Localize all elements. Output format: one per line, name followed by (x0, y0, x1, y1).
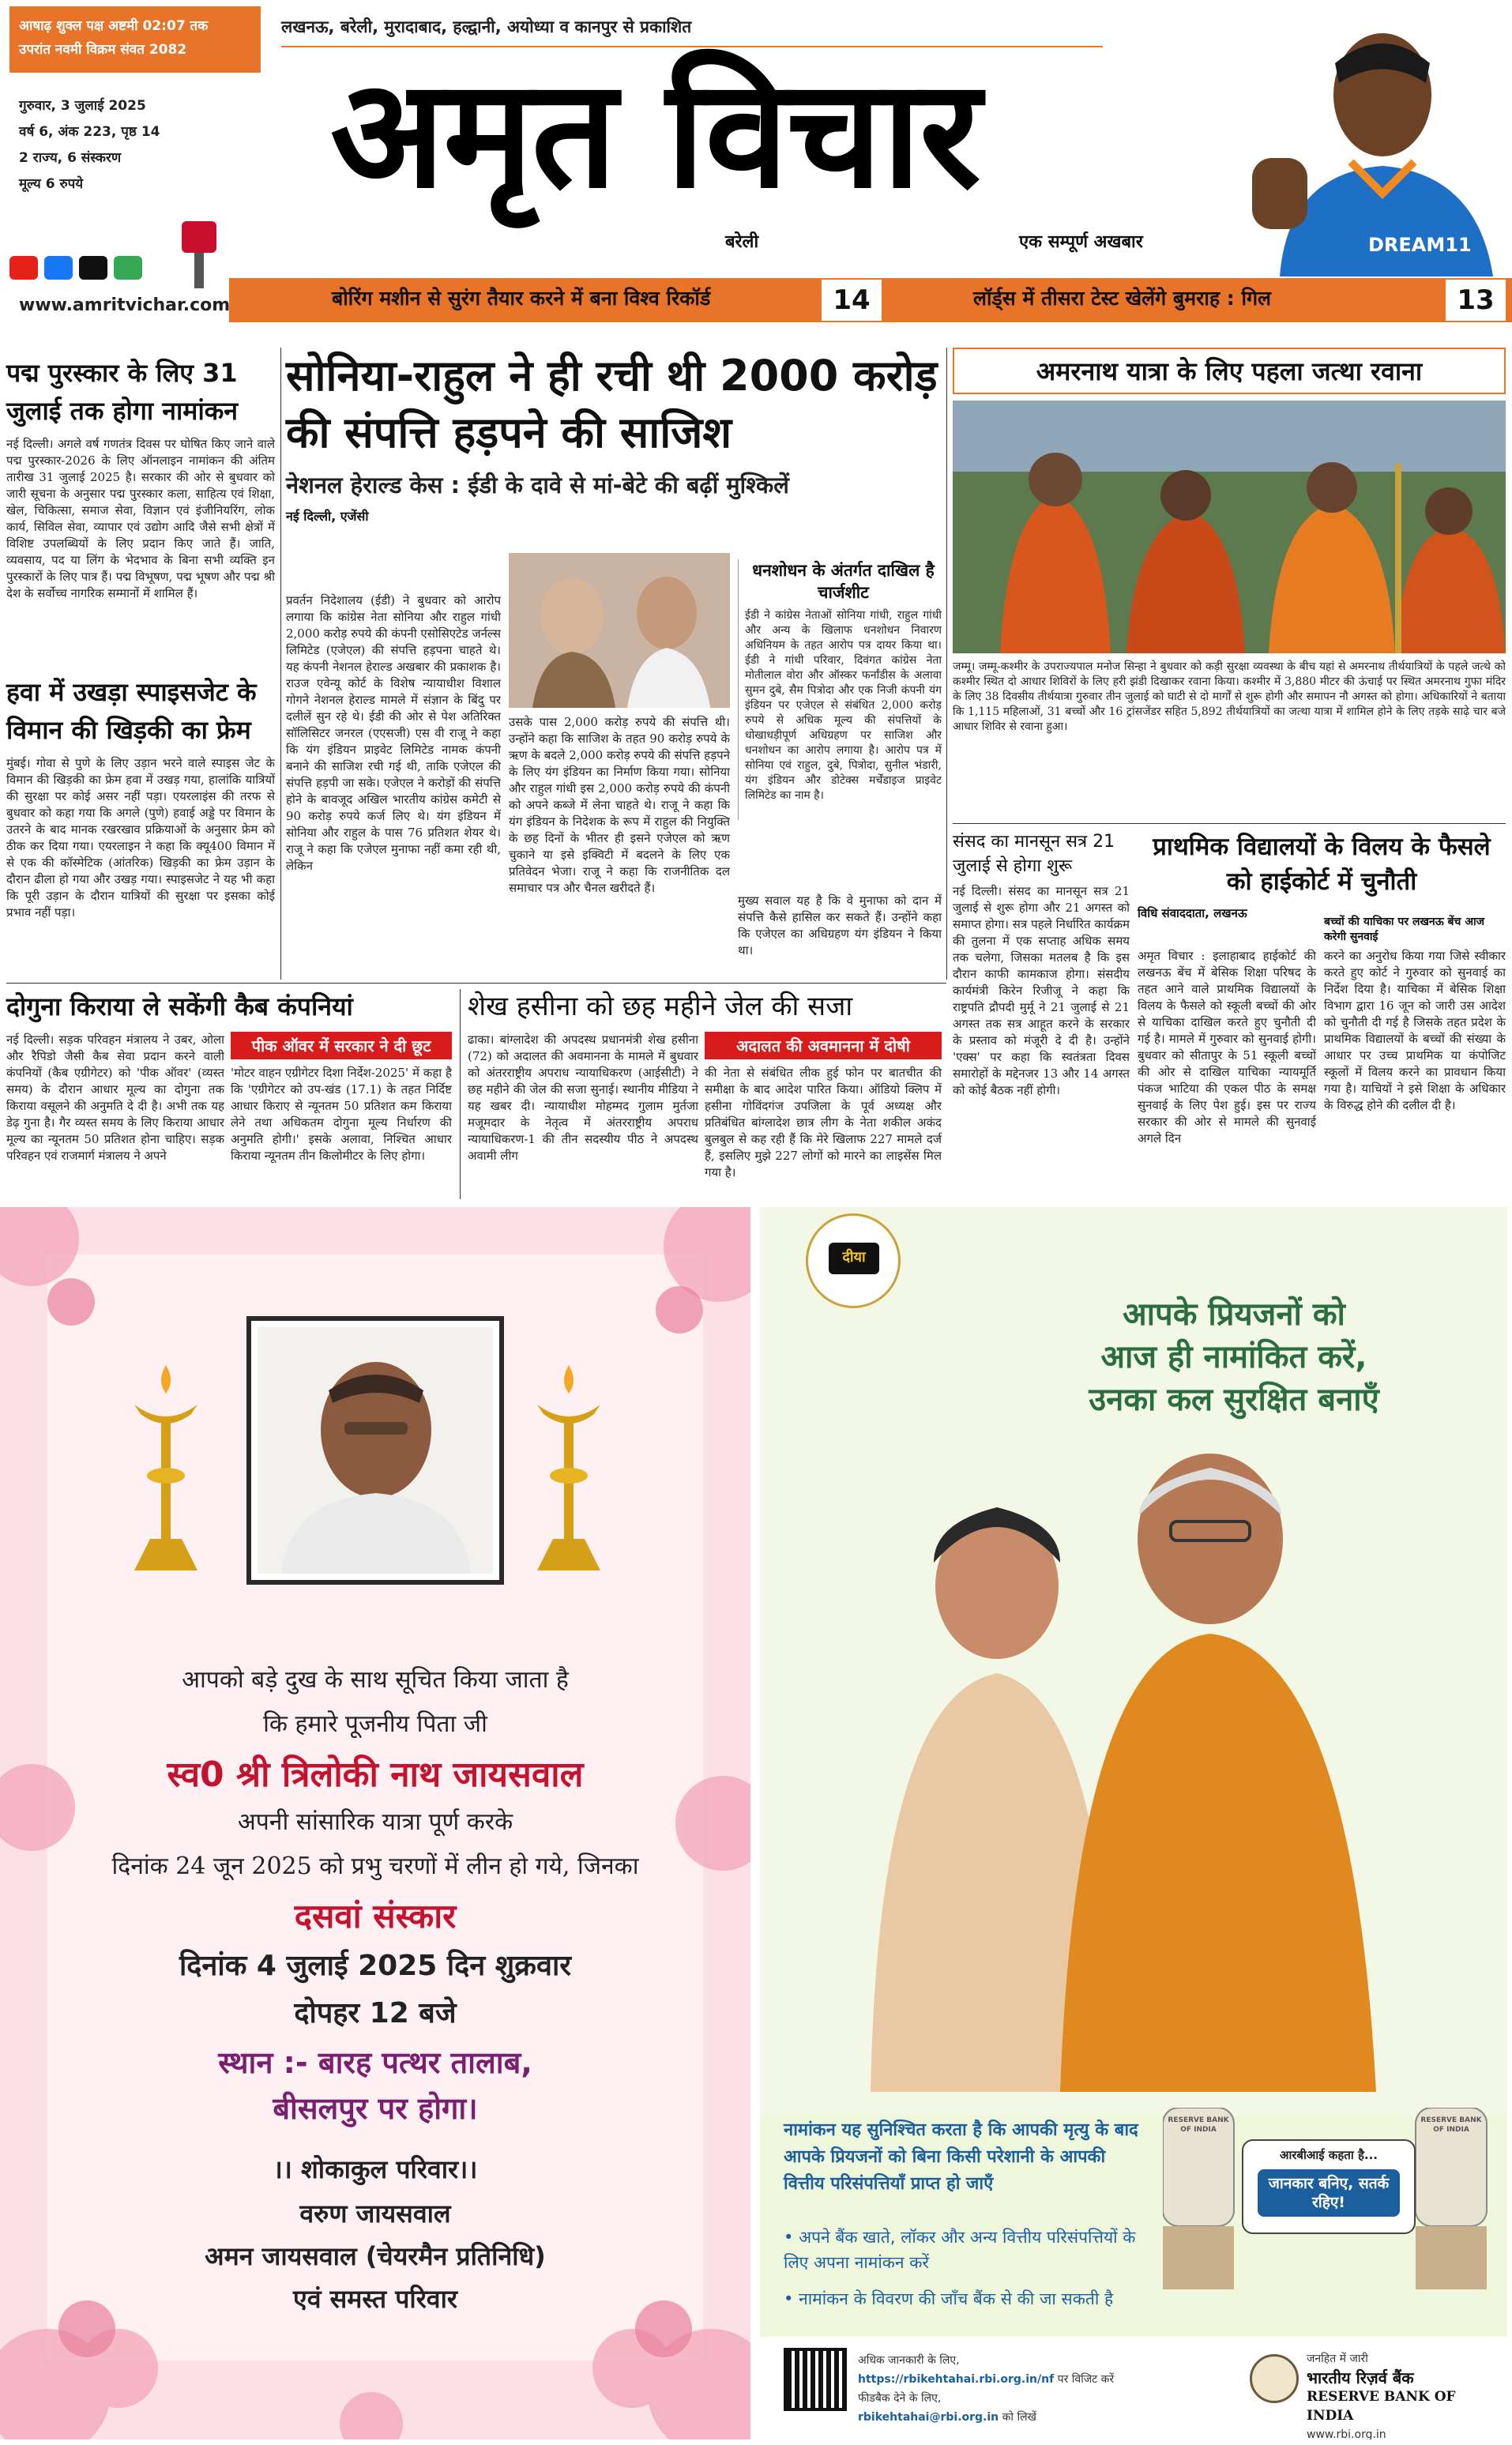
deceased-portrait-frame (246, 1316, 504, 1585)
column-rule-left (280, 348, 281, 980)
lead-col-1: प्रवर्तन निदेशालय (ईडी) ने बुधवार को आरोप लगाया कि कांग्रेस नेता सोनिया और राहुल गांधी 2,000 करोड़ रुपये की कंपनी एसोसिएटेड जर्नल्स लिमिटेड (एजेएल) की संपत्ति हड़पना चाहते थे। यह कंपनी नेशनल हेराल्ड अखबार की प्रकाशक है। राउज एवेन्यू कोर्ट के विशेष न्यायाधीश विशाल गोगने नेशनल हेराल्ड मामले में संज्ञान के बिंदु पर दलीलें सुन रहे थे। ईडी की ओर से पेश अतिरिक्त सॉलिसिटर जनरल (एएसजी) एस वी राजू ने कहा कि यंग इंडियन प्राइवेट लिमिटेड नामक कंपनी बनाने की साजिश रची गई थी, ताकि एजेएल की संपत्ति हड़पी जा सके। एजेएल ने करोड़ों की संपत्ति होने के बावजूद अखिल भारतीय कांग्रेस कमेटी से 90 करोड़ रुपये कर्ज लिए थे। यंग इंडियन में सोनिया और राहुल के पास 76 प्रतिशत शेयर थे। राजू ने कहा कि एजेएल मुनाफा नहीं कमा रही थी, लेकिन (286, 593, 501, 873)
hasina-col-1: ढाका। बांग्लादेश की अपदस्थ प्रधानमंत्री शेख हसीना (72) को अदालत की अवमानना के मामले में बुधवार को अंतरराष्ट्रीय अपराध न्यायाधिकरण (आईसीटी) ने छह महीने की जेल की सजा सुनाई। स्थानीय मीडिया ने यह खबर दी। न्यायाधीश मोहम्मद गुलाम मुर्तजा मजूमदार के नेतृत्व में अंतरराष्ट्रीय अपराध न्यायाधिकरण-1 की तीन सदस्यीय पीठ ने अपदस्थ अवामी लीग (468, 1033, 698, 1163)
masthead-city: बरेली (725, 232, 759, 252)
obit-family-head: ।। शोकाकुल परिवार।। (273, 2154, 478, 2184)
column-rule-mid (953, 823, 1506, 824)
story-headline: पद्म पुरस्कार के लिए 31 जुलाई तक होगा नामांकन (6, 358, 239, 426)
amarnath-story (953, 348, 1506, 754)
footer-link-row (858, 2370, 1221, 2389)
rbi-ad (760, 1207, 1507, 2439)
panchang-line-1: आषाढ़ शुक्ल पक्ष अष्टमी 02:07 तक (19, 18, 209, 34)
column-rule-hasina (460, 989, 461, 1199)
cricketer-photo (1232, 8, 1509, 276)
bubble-top-text: आरबीआई कहता है... (1279, 2148, 1378, 2162)
schools-headline: प्राथमिक विद्यालयों के विलय के फैसले को हाईकोर्ट में चुनौती (1153, 833, 1491, 896)
issuer-name-en: RESERVE BANK OF INDIA (1307, 2389, 1456, 2424)
obit-member-1: वरुण जायसवाल (299, 2199, 451, 2229)
story-padma (6, 354, 275, 689)
hasina-headline: शेख हसीना को छह महीने जेल की सजा (468, 991, 853, 1022)
story-spicejet (6, 673, 275, 1040)
box-headline: धनशोधन के अंतर्गत दाखिल है चार्जशीट (752, 561, 935, 602)
cab-tag: पीक ऑवर में सरकार ने दी छूट (231, 1032, 452, 1059)
issue-volume: वर्ष 6, अंक 223, पृष्ठ 14 (19, 124, 160, 140)
footer-mail-row (858, 2408, 1221, 2427)
obit-event: दसवां संस्कार (294, 1897, 457, 1935)
lamp-left-icon (118, 1365, 213, 1594)
obit-line-3: अपनी सांसारिक यात्रा पूर्ण करके (237, 1808, 513, 1836)
schools-tag: बच्चों की याचिका पर लखनऊ बेंच आज करेगी सुनवाई (1324, 916, 1485, 943)
obit-time: दोपहर 12 बजे (294, 1997, 457, 2029)
teaser-1[interactable]: बोरिंग मशीन से सुरंग तैयार करने में बना विश्व रिकॉर्ड (332, 287, 711, 310)
obit-member-3: एवं समस्त परिवार (293, 2284, 457, 2314)
rbi-headline-3: उनका कल सुरक्षित बनाएँ (1089, 1382, 1379, 1418)
issue-states: 2 राज्य, 6 संस्करण (19, 150, 122, 166)
issue-price: मूल्य 6 रुपये (19, 176, 84, 192)
lamp-right-icon (521, 1365, 616, 1594)
issuer-line: जनहित में जारी (1307, 2353, 1368, 2365)
footer-mail[interactable]: rbikehtahai@rbi.org.in (858, 2411, 999, 2424)
amarnath-headline: अमरनाथ यात्रा के लिए पहला जत्था रवाना (1036, 356, 1423, 386)
monsoon-headline: संसद का मानसून सत्र 21 जुलाई से होगा शुरू (953, 832, 1115, 876)
footer-info-1: अधिक जानकारी के लिए, (858, 2354, 960, 2367)
sonia-rahul-photo (509, 553, 730, 708)
obit-member-2: अमन जायसवाल (चेयरमैन प्रतिनिधि) (205, 2241, 546, 2271)
lead-headline: सोनिया-राहुल ने ही रची थी 2000 करोड़ की संपत्ति हड़पने की साजिश (286, 351, 938, 457)
rbi-headline-2: आज ही नामांकित करें, (1100, 1339, 1367, 1375)
panchang-line-2: उपरांत नवमी विक्रम संवत 2082 (19, 42, 187, 58)
schools-col-2: करने का अनुरोध किया गया जिसे स्वीकार करते हुए कोर्ट ने गुरुवार को सुनवाई का निर्देश दिया है। याचिका में बेसिक शिक्षा विभाग द्वारा 16 जून को जारी उस आदेश को चुनौती दी गई है जिसके तहत प्रदेश के प्राथमिक विद्यालयों के बच्चों की संख्या के आधार पर उच्च प्राथमिक या कंपोजिट स्कूलों में विलय करने का प्रावधान किया गया है। याचियों ने इसे शिक्षा के अधिकार के विरुद्ध होने की दलील दी है। (1324, 949, 1506, 1112)
obit-name: स्व0 श्री त्रिलोकी नाथ जायसवाल (167, 1755, 584, 1795)
cab-headline: दोगुना किराया ले सकेंगी कैब कंपनियां (6, 991, 353, 1021)
lead-subhead: नेशनल हेराल्ड केस : ईडी के दावे से मां-बेटे की बढ़ीं मुश्किलें (286, 472, 789, 498)
monsoon-story (953, 829, 1130, 1247)
pilgrims-illustration (953, 401, 1506, 653)
rbi-bullet-2 (784, 2286, 1155, 2311)
couple-photo (760, 1436, 1507, 2092)
lead-story (286, 348, 942, 525)
schools-col-1: अमृत विचार : इलाहाबाद हाईकोर्ट की लखनऊ बेंच में बेसिक शिक्षा परिषद के तहत आने वाले प्राथमिक विद्यालयों के विलय के फैसले को स्कूली बच्चों की ओर से याचिका दाखिल करते हुए चुनौती दी गई है। मामले में गुरुवार को सुनवाई होगी। बुधवार को सीतापुर के 51 स्कूली बच्चों की ओर से दाखिल याचिका न्यायमूर्ति पंकज भाटिया की एकल पीठ के समक्ष सुनवाई के लिए पेश हुई। इस पर राज्य सरकार की ओर से मामले की सुनवाई अगले दिन (1138, 949, 1316, 1145)
story-body: मुंबई। गोवा से पुणे के लिए उड़ान भरने वाले स्पाइस जेट के विमान की खिड़की का फ्रेम हवा में उखड़ गया, हालांकि यात्रियों की सुरक्षा पर कोई असर नहीं पड़ा। एयरलाइंस की तरफ से बुधवार को कहा गया कि अगले (पुणे) हवाई अड्डे पर विमान के उतरने के बाद मानक रखरखाव प्रक्रियाओं के अनुसार फ्रेम को ठीक कर दिया गया। एयरलाइन ने कहा कि क्यू400 विमान में से एक की कॉस्मेटिक (आंतरिक) खिड़की का फ्रेम उड़ान के दौरान ढीला हो गया और उखड़ गया। स्पाइसजेट ने यह भी कहा कि पूरी उड़ान के दौरान यात्रियों की सुरक्षा पर इसका कोई प्रभाव नहीं पड़ा। (6, 756, 275, 920)
cab-col-2: 'मोटर वाहन एग्रीगेटर दिशा निर्देश-2025' में कहा है कि 'एग्रीगेटर को उप-खंड (17.1) के तहत निर्दिष्ट आधार किराए से न्यूनतम 50 प्रतिशत कम किराया लेने तथा अधिकतम दोगुना मूल्य निर्धारण की अनुमति होगी।' इसके अलावा, निश्चित आधार किराया न्यूनतम तीन किलोमीटर के लिए होगा। (231, 1066, 452, 1163)
footer-info-2: पर विजिट करें (1057, 2373, 1115, 2386)
rbi-speech-bubble (1242, 2139, 1416, 2234)
rbi-coin-label-right: RESERVE BANK OF INDIA (1420, 2116, 1482, 2134)
cab-story (6, 989, 457, 1024)
box-body: ईडी ने कांग्रेस नेताओं सोनिया गांधी, राहुल गांधी और अन्य के खिलाफ धनशोधन निवारण अधिनियम के तहत आरोप पत्र दायर किया था। ईडी ने गांधी परिवार, दिवंगत कांग्रेस नेता मोतीलाल वोरा और ऑस्कर फर्नांडीस के अलावा सुमन दुबे, सैम पित्रोदा और एक निजी कंपनी यंग इंडियन पर एजेएल से संबंधित 2,000 करोड़ रुपये से अधिक मूल्य की संपत्तियों के धोखाधड़ीपूर्ण अधिग्रहण पर साजिश और धनशोधन का आरोप लगाया है। आरोप पत्र में सोनिया एवं राहुल, दुबे, पित्रोदा, सुनील भंडारी, यंग इंडियन और डोटेक्स मर्चेंडाइज प्राइवेट लिमिटेड का नाम है। (745, 609, 942, 802)
microphone-icon (166, 213, 229, 292)
qr-code-icon[interactable] (784, 2348, 847, 2411)
rbi-issuer (1307, 2349, 1504, 2439)
rbi-bullet-2-text: नामांकन के विवरण की जाँच बैंक से की जा सकती है (799, 2289, 1114, 2308)
rbi-bullet-1 (784, 2225, 1155, 2275)
rbi-bullet-1-text: अपने बैंक खाते, लॉकर और अन्य वित्तीय परिसंपत्तियों के लिए अपना नामांकन करें (784, 2228, 1136, 2272)
hasina-tag: अदालत की अवमानना में दोषी (705, 1032, 942, 1059)
masthead-slogan: एक सम्पूर्ण अखबार (1019, 232, 1143, 252)
obit-line-2: कि हमारे पूजनीय पिता जी (263, 1710, 487, 1738)
amarnath-headline-box (953, 348, 1506, 394)
rbi-coin-label-left: RESERVE BANK OF INDIA (1168, 2116, 1229, 2134)
x-icon[interactable] (79, 256, 107, 280)
story-headline: हवा में उखड़ा स्पाइसजेट के विमान की खिड़की का फ्रेम (6, 677, 257, 745)
editions-line: लखनऊ, बरेली, मुरादाबाद, हल्द्वानी, अयोध्या व कानपुर से प्रकाशित (281, 17, 692, 36)
schools-story (1138, 829, 1506, 943)
rbi-emblem-icon (1250, 2354, 1299, 2403)
lead-col-2: उसके पास 2,000 करोड़ रुपये की संपत्ति थी। उन्होंने कहा कि साजिश के तहत 90 करोड़ रुपये के ऋण के बदले 2,000 करोड़ रुपये की संपत्ति हड़पने के लिए यंग इंडियन का निर्माण किया गया। सोनिया और राहुल गांधी इस 2,000 करोड़ रुपये की कंपनी को अपने कब्जे में लेना चाहते थे। राजू ने कहा कि यंग इंडियन के निदेशक के रूप में राहुल की नियुक्ति के छह दिनों के भीतर ही इसने एजेएल को ऋण चुकाने या इसे इक्विटी में बदलने के लिए एक प्रतिवेदन भेजा। राजू ने कहा कि राजनीतिक दल समाचार पत्र और चैनल खरीदते हैं। (509, 715, 730, 895)
bubble-main: जानकार बनिए, सतर्क रहिए! (1258, 2169, 1400, 2217)
panchang-box (9, 6, 261, 73)
rbi-headline-1: आपके प्रियजनों को (1123, 1296, 1345, 1333)
amarnath-caption: जम्मू। जम्मू-कश्मीर के उपराज्यपाल मनोज सिन्हा ने बुधवार को कड़ी सुरक्षा व्यवस्था के बीच यहां से अमरनाथ तीर्थयात्रियों के पहले जत्थे को कश्मीर स्थित दो आधार शिविरों के लिए हरी झंडी दिखाकर रवाना किया। कश्मीर में 3,880 मीटर की ऊंचाई पर स्थित अमरनाथ गुफा मंदिर के लिए 38 दिवसीय तीर्थयात्रा गुरुवार तीन जुलाई को घाटी से दो मार्गों से शुरू होगी और समापन नौ अगस्त को होगा। अधिकारियों ने बताया कि 1,115 महिलाओं, 31 बच्चों और 16 ट्रांसजेंडर सहित 5,892 तीर्थयात्रियों का जत्था यात्रा में शामिल होने के लिए तड़के साढ़े चार बजे आधार शिविर से रवाना हुआ। (953, 660, 1506, 733)
lead-col-3: मुख्य सवाल यह है कि वे मुनाफा को दान में संपत्ति कैसे हासिल कर सकते हैं। उन्होंने कहा कि एजेएल का अधिग्रहण यंग इंडियन ने किया था। (738, 893, 942, 957)
obit-line-1: आपको बड़े दुख के साथ सूचित किया जाता है (182, 1666, 569, 1694)
bullet-icon: • (784, 2289, 799, 2308)
website-url[interactable]: www.amritvichar.com (19, 295, 231, 315)
footer-info-4: को लिखें (1002, 2411, 1037, 2424)
monsoon-body: नई दिल्ली। संसद का मानसून सत्र 21 जुलाई से शुरू होगा और 21 अगस्त को समाप्त होगा। सत्र पहले निर्धारित कार्यक्रम की तुलना में एक सप्ताह अधिक समय तक चलेगा, जिसका मतलब है कि इस दौरान काफी कामकाज होगा। संसदीय कार्यमंत्री किरेन रिजीजू ने कहा कि राष्ट्रपति द्रौपदी मुर्मू ने 21 जुलाई से 21 अगस्त तक सत्र आहूत करने के सरकार के प्रस्ताव को मंजूरी दे दी है। उन्होंने 'एक्स' पर कहा कि स्वतंत्रता दिवस समारोहों के मद्देनजर 13 और 14 अगस्त को कोई बैठक नहीं होगी। (953, 884, 1130, 1097)
story-body: नई दिल्ली। अगले वर्ष गणतंत्र दिवस पर घोषित किए जाने वाले पद्म पुरस्कार-2026 के लिए ऑनलाइन नामांकन की अंतिम तारीख 31 जुलाई 2025 है। सरकार की ओर से बुधवार को जारी सूचना के अनुसार पद्म पुरस्कार कला, साहित्य एवं शिक्षा, खेल, चिकित्सा, समाज सेवा, विज्ञान एवं इंजीनियरिंग, लोक कार्य, सिविल सेवा, व्यापार एवं उद्योग आदि जैसे सभी क्षेत्रों में विशिष्ट उपलब्धियों के लिए प्रदान किए जाते हैं। जाति, व्यवसाय, पद या लिंग के भेदभाव के बिना सभी व्यक्ति इन पुरस्कारों के लिए पात्र हैं। पद्म विभूषण, पद्म भूषण और पद्म श्री देश के सर्वोच्च नागरिक सम्मानों में शामिल हैं। (6, 437, 275, 600)
chargesheet-box (738, 559, 942, 820)
obituary-ad (0, 1207, 750, 2439)
hasina-col-2: की नेता से संबंधित लीक हुई फोन पर बातचीत की समीक्षा के बाद आदेश पारित किया। ऑडियो क्लिप में हसीना गोविंदगंज उपजिला के पूर्व अध्यक्ष और प्रतिबंधित बांग्लादेश छात्र लीग के नेता शकील अकंद बुलबुल से कह रही हैं कि मेरे खिलाफ 227 मामले दर्ज हैं, इसलिए मुझे 227 लोगों को मारने का लाइसेंस मिल गया है। (705, 1066, 942, 1179)
diya-logo (806, 1213, 901, 1308)
masthead (0, 0, 1512, 324)
bullet-icon: • (784, 2228, 799, 2247)
footer-link[interactable]: https://rbikehtahai.rbi.org.in/nf (858, 2373, 1055, 2386)
lead-dateline: नई दिल्ली, एजेंसी (286, 509, 369, 524)
issue-date: गुरुवार, 3 जुलाई 2025 (19, 98, 146, 114)
rbi-body-heading: नामांकन यह सुनिश्चित करता है कि आपकी मृत्यु के बाद आपके प्रियजनों को बिना किसी परेशानी के आपकी वित्तीय परिसंपत्तियाँ प्राप्त हो जाएँ (784, 2120, 1138, 2194)
teaser-2[interactable]: लॉर्ड्स में तीसरा टेस्ट खेलेंगे बुमराह : गिल (973, 287, 1271, 310)
social-icons (9, 253, 160, 284)
amarnath-photo (953, 401, 1506, 653)
obit-date: दिनांक 4 जुलाई 2025 दिन शुक्रवार (179, 1950, 572, 1982)
youtube-icon[interactable] (9, 256, 38, 280)
issuer-name-hi: भारतीय रिज़र्व बैंक (1307, 2368, 1414, 2387)
google-icon[interactable] (114, 256, 142, 280)
masthead-title: अमृत विचार (330, 47, 980, 221)
column-rule-lead (946, 348, 947, 980)
deceased-portrait (258, 1327, 493, 1574)
obit-venue: स्थान :- बारह पत्थर तालाब, बीसलपुर पर होगा। (218, 2045, 532, 2126)
issuer-url[interactable]: www.rbi.org.in (1307, 2428, 1386, 2439)
hasina-story (468, 989, 946, 1024)
rule-cab-top (6, 983, 946, 984)
jersey-sponsor: DREAM11 (1368, 234, 1472, 256)
footer-info-3: फीडबैक देने के लिए, (858, 2392, 942, 2405)
facebook-icon[interactable] (44, 256, 73, 280)
lead-photo (509, 553, 730, 708)
schools-dateline: विधि संवाददाता, लखनऊ (1138, 906, 1247, 920)
teaser-2-page: 13 (1446, 280, 1506, 321)
obit-line-4: दिनांक 24 जून 2025 को प्रभु चरणों में लीन हो गये, जिनका (111, 1853, 639, 1880)
issue-info (19, 93, 256, 197)
cab-col-1: नई दिल्ली। सड़क परिवहन मंत्रालय ने उबर, ओला और रैपिडो जैसी कैब सेवा प्रदान करने वाली कंपनियों (कैब एग्रीगेटर) को 'पीक ऑवर' (व्यस्त समय) के दौरान आधार मूल्य का दोगुना तक किराया वसूलने की अनुमति दे दी है। अभी तक यह डेढ़ गुना है। गैर व्यस्त समय के लिए किराया आधार मूल्य का न्यूनतम 50 प्रतिशत होना चाहिए। सड़क परिवहन एवं राजमार्ग मंत्रालय ने अपने (6, 1033, 224, 1163)
diya-logo-text: दीया (842, 1249, 866, 1266)
rbi-footer-info (858, 2351, 1221, 2427)
teaser-1-page: 14 (822, 280, 882, 321)
